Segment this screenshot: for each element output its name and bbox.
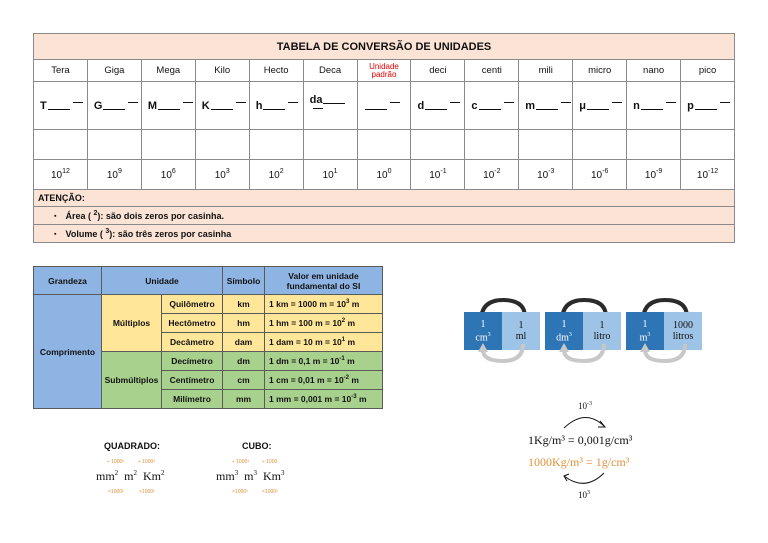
cube-note: ×1000³	[232, 489, 248, 495]
raised-line	[288, 102, 298, 103]
cube-note: ÷ 1000³	[232, 459, 249, 465]
prefix-symbol-cell	[465, 82, 519, 130]
prefix-symbol: μ	[579, 99, 586, 112]
prefix-symbol: c	[471, 99, 478, 112]
density-top-arrow	[560, 410, 610, 432]
power-cell: $10^{-9}$	[627, 160, 681, 190]
blank-cell	[681, 130, 735, 160]
volume-pair	[545, 297, 623, 357]
unit-symbol: dm	[223, 352, 265, 371]
header-grandeza: Grandeza	[34, 267, 102, 295]
unit-value: 1 mm = 0,001 $m = 10^{-3}$ m	[265, 390, 383, 409]
density-bottom-arrow	[560, 470, 610, 490]
prefix-name: micro	[573, 60, 627, 82]
blank-row	[34, 130, 735, 160]
raised-line	[73, 102, 83, 103]
raised-line	[236, 102, 246, 103]
blank-line	[479, 100, 501, 110]
power-cell: $10^{12}$	[34, 160, 88, 190]
raised-line	[612, 102, 622, 103]
prefix-name: Deca	[303, 60, 357, 82]
blank-line	[103, 100, 125, 110]
unit-value: 1 hm = 100 $m = 10^2$ m	[265, 314, 383, 333]
bullet-icon: ▪	[54, 231, 57, 238]
raised-line	[504, 102, 514, 103]
group-submultiples: Submúltiplos	[102, 352, 162, 409]
prefix-name: nano	[627, 60, 681, 82]
prefix-symbol: p	[687, 99, 694, 112]
unit-symbol: km	[223, 295, 265, 314]
unit-name: Milímetro	[162, 390, 223, 409]
power-cell: $10^9$	[87, 160, 141, 190]
square-units: $mm^2$ $m^2$ Km$^2$	[96, 469, 165, 483]
square-note: ×1000²	[139, 489, 155, 495]
blank-line	[695, 100, 717, 110]
arrow-bottom-icon	[640, 342, 690, 364]
square-note: ×1000²	[108, 489, 124, 495]
power-cell: $10^{-6}$	[573, 160, 627, 190]
unit-name: Hectômetro	[162, 314, 223, 333]
blank-cell	[627, 130, 681, 160]
group-multiples: Múltiplos	[102, 295, 162, 352]
cube-title: CUBO:	[242, 441, 272, 451]
conversion-table	[33, 33, 735, 243]
raised-line	[561, 102, 571, 103]
prefix-name: Unidade padrão	[357, 60, 411, 82]
power-cell: $10^2$	[249, 160, 303, 190]
blank-line	[365, 100, 387, 110]
power-cell: $10^{-3}$	[519, 160, 573, 190]
conversion-table-title: TABELA DE CONVERSÃO DE UNIDADES	[34, 34, 735, 60]
unit-value: 1 cm = 0,01 $m = 10^{-2}$ m	[265, 371, 383, 390]
cube-note: ×1000³	[262, 489, 278, 495]
prefix-symbol: m	[525, 99, 536, 112]
density-line-1: 1Kg/m³ = 0,001g/cm³	[528, 433, 633, 447]
prefix-symbol: K	[201, 99, 210, 112]
prefix-name: Hecto	[249, 60, 303, 82]
prefix-symbol-cell	[249, 82, 303, 130]
blank-cell	[141, 130, 195, 160]
prefix-name: Giga	[87, 60, 141, 82]
unit-value: 1 km = 1000 $m = 10^3$ m	[265, 295, 383, 314]
raised-line	[666, 102, 676, 103]
prefix-symbol-cell	[681, 82, 735, 130]
prefix-symbol-cell	[411, 82, 465, 130]
volume-pair	[626, 297, 704, 357]
volume-box-left: 1 $m^3$	[626, 312, 664, 350]
prefix-symbol-cell	[87, 82, 141, 130]
prefix-symbol-row	[34, 82, 735, 130]
unit-value: 1 dam = 10 $m = 10^1$ m	[265, 333, 383, 352]
arrow-bottom-icon	[559, 342, 609, 364]
header-simbolo: Símbolo	[223, 267, 265, 295]
prefix-name: Mega	[141, 60, 195, 82]
header-valor: Valor em unidade fundamental do SI	[265, 267, 383, 295]
length-units-table	[33, 266, 383, 409]
blank-cell	[34, 130, 88, 160]
volume-box-left: 1 $cm^3$	[464, 312, 502, 350]
blank-cell	[519, 130, 573, 160]
area-note: ▪ Área ( $^2$): são dois zeros por casinha.	[34, 207, 735, 225]
blank-cell	[87, 130, 141, 160]
blank-cell	[195, 130, 249, 160]
blank-cell	[465, 130, 519, 160]
prefix-name: centi	[465, 60, 519, 82]
prefix-symbol: T	[40, 99, 47, 112]
blank-line	[536, 100, 558, 110]
unit-name: Centímetro	[162, 371, 223, 390]
density-top-factor: $10^{-3}$	[578, 401, 592, 411]
unit-symbol: dam	[223, 333, 265, 352]
power-cell: $10^3$	[195, 160, 249, 190]
unit-name: Decâmetro	[162, 333, 223, 352]
blank-line	[211, 100, 233, 110]
raised-line	[390, 102, 400, 103]
volume-box-right: 1 litro	[583, 312, 621, 350]
power-cell: $10^{-2}$	[465, 160, 519, 190]
prefix-symbol-cell	[573, 82, 627, 130]
prefix-symbol-cell	[303, 82, 357, 130]
power-cell: $10^1$	[303, 160, 357, 190]
unit-value: 1 dm = 0,1 $m = 10^{-1}$ m	[265, 352, 383, 371]
square-title: QUADRADO:	[104, 441, 160, 451]
density-bottom-factor: $10^3$	[578, 490, 590, 500]
volume-box-right: 1000 litros	[664, 312, 702, 350]
unit-symbol: hm	[223, 314, 265, 333]
square-note: ÷ 1000²	[138, 459, 155, 465]
blank-line	[263, 100, 285, 110]
volume-note: ▪ Volume ( $^3$): são três zeros por casinha	[34, 225, 735, 243]
unit-symbol: cm	[223, 371, 265, 390]
blank-cell	[303, 130, 357, 160]
prefix-symbol-cell	[357, 82, 411, 130]
bullet-icon: ▪	[54, 213, 57, 220]
prefix-symbol: M	[147, 99, 158, 112]
density-line-2: 1000Kg/m³ = 1g/cm³	[528, 455, 630, 469]
prefix-name: Kilo	[195, 60, 249, 82]
prefix-symbol-cell	[195, 82, 249, 130]
blank-cell	[573, 130, 627, 160]
raised-line	[450, 102, 460, 103]
prefix-symbol: G	[93, 99, 103, 112]
blank-line	[425, 100, 447, 110]
prefix-symbol-cell	[34, 82, 88, 130]
quantity-cell: Comprimento	[34, 295, 102, 409]
cube-units: $mm^3$ $m^3$ Km$^3$	[216, 469, 285, 483]
blank-line	[158, 100, 180, 110]
prefix-name: mili	[519, 60, 573, 82]
blank-line	[587, 100, 609, 110]
power-cell: $10^{-12}$	[681, 160, 735, 190]
prefix-symbol: h	[255, 99, 263, 112]
volume-pair	[464, 297, 542, 357]
attention-label: ATENÇÃO:	[34, 190, 735, 207]
power-cell: $10^{-1}$	[411, 160, 465, 190]
arrow-bottom-icon	[478, 342, 528, 364]
power-cell: $10^0$	[357, 160, 411, 190]
prefix-name-row	[34, 60, 735, 82]
blank-line	[641, 100, 663, 110]
prefix-symbol-cell	[141, 82, 195, 130]
prefix-name: pico	[681, 60, 735, 82]
blank-cell	[357, 130, 411, 160]
unit-name: Quilômetro	[162, 295, 223, 314]
prefix-symbol: da	[309, 93, 323, 106]
prefix-symbol-cell	[519, 82, 573, 130]
raised-line	[313, 108, 323, 109]
blank-cell	[249, 130, 303, 160]
header-unidade: Unidade	[102, 267, 223, 295]
raised-line	[128, 102, 138, 103]
prefix-symbol-cell	[627, 82, 681, 130]
cube-note: ÷ 1000	[262, 459, 278, 465]
square-note: ÷ 1000²	[107, 459, 124, 465]
prefix-symbol: n	[633, 99, 640, 112]
prefix-symbol: d	[417, 99, 425, 112]
prefix-name: deci	[411, 60, 465, 82]
power-row	[34, 160, 735, 190]
blank-line	[323, 94, 345, 104]
blank-line	[48, 100, 70, 110]
blank-cell	[411, 130, 465, 160]
raised-line	[720, 102, 730, 103]
raised-line	[183, 102, 193, 103]
unit-symbol: mm	[223, 390, 265, 409]
volume-box-left: 1 $dm^3$	[545, 312, 583, 350]
prefix-name: Tera	[34, 60, 88, 82]
unit-name: Decímetro	[162, 352, 223, 371]
power-cell: $10^6$	[141, 160, 195, 190]
volume-box-right: 1 ml	[502, 312, 540, 350]
